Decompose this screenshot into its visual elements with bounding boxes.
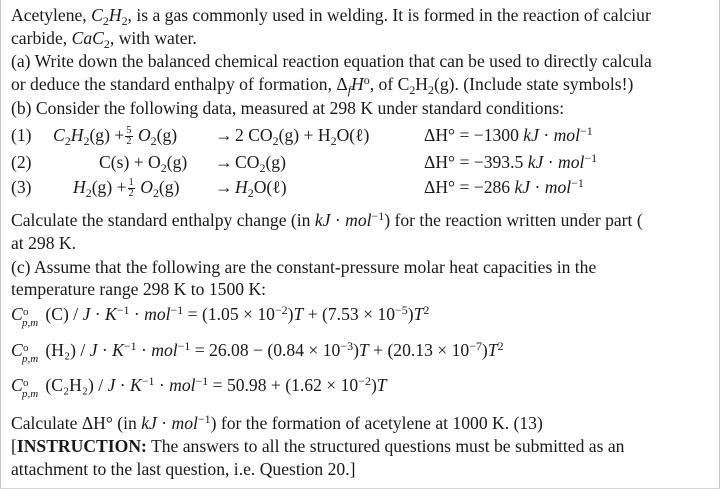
reaction-arrow: → bbox=[215, 125, 233, 145]
heat-capacity-carbon: C o p,m $(C) / J \cdot K^{-1} \cdot mol^{-1} = (1.05 \times 10^{-2})T + (7.53 \times 10^{-5})T^2$ bbox=[11, 303, 430, 329]
reaction-number: (3) bbox=[11, 177, 32, 197]
reaction-lhs: $C(s) + O_2(g)$ bbox=[99, 152, 188, 175]
enthalpy-value: ΔH° = −286 kJ · mol$^{-1}$ bbox=[424, 176, 584, 197]
reaction-3 bbox=[11, 176, 711, 200]
heat-capacity-hydrogen: C o p,m $(H_2) / J \cdot K^{-1} \cdot mol^{-1} = 26.08 - (0.84 \times 10^{-3})T + (20.13 \times 10^{-7})T^2$ bbox=[11, 339, 504, 365]
part-c-line-1: (c) Assume that the following are the constant-pressure molar heat capacities in the bbox=[11, 257, 597, 277]
enthalpy-value: ΔH° = −1300 kJ · mol$^{-1}$ bbox=[424, 124, 593, 145]
reaction-rhs: $CO_2(g)$ bbox=[235, 152, 286, 175]
fraction: $\frac{5}{2}$ bbox=[126, 124, 132, 148]
reaction-lhs: $H_2(g)$ + $\frac{1}{2}$ $O_2(g)$ bbox=[73, 176, 180, 200]
reaction-1 bbox=[11, 124, 711, 148]
part-b-question-line-2: at 298 K. bbox=[11, 233, 76, 253]
heat-capacity-symbol: C o p,m bbox=[11, 340, 39, 365]
part-a-line-2: or deduce the standard enthalpy of formation, $\Delta_fH^o$, of $C_2H_2(g)$. (Include state symbols!) bbox=[11, 73, 634, 97]
intro-line-1: Acetylene, $C_2H_2$, is a gas commonly used in welding. It is formed in the reaction of calciur bbox=[11, 5, 651, 28]
instruction-line-1: [INSTRUCTION: The answers to all the structured questions must be submitted as an bbox=[11, 436, 625, 456]
part-b-line: (b) Consider the following data, measured at 298 K under standard conditions: bbox=[11, 98, 565, 118]
reaction-arrow: → bbox=[215, 177, 233, 197]
reaction-number: (2) bbox=[11, 152, 32, 172]
heat-capacity-symbol: C o p,m bbox=[11, 375, 39, 400]
fraction: $\frac{1}{2}$ bbox=[128, 176, 134, 200]
reaction-rhs: $H_2O(\ell)$ bbox=[235, 177, 287, 200]
enthalpy-value: ΔH° = −393.5 kJ · mol$^{-1}$ bbox=[424, 151, 598, 172]
reaction-arrow: → bbox=[215, 152, 233, 172]
reaction-lhs: $C_2H_2(g)$ + $\frac{5}{2}$ $O_2(g)$ bbox=[53, 124, 178, 148]
reaction-rhs: 2 $CO_2(g)$ + $H_2O(\ell)$ bbox=[235, 125, 370, 148]
reaction-number: (1) bbox=[11, 125, 32, 145]
instruction-label: INSTRUCTION: bbox=[16, 436, 147, 456]
part-c-line-2: temperature range 298 K to 1500 K: bbox=[11, 279, 267, 299]
part-c-question: Calculate ΔH° (in kJ · mol$^{-1}$) for the formation of acetylene at 1000 K. (13) bbox=[11, 412, 543, 433]
reaction-2 bbox=[11, 151, 711, 175]
part-b-question-line-1: Calculate the standard enthalpy change (in kJ · mol$^{-1}$) for the reaction written under part ( bbox=[11, 209, 643, 230]
intro-line-2: carbide, CaC$_2$, with water. bbox=[11, 28, 197, 51]
part-a-line-1: (a) Write down the balanced chemical reaction equation that can be used to directly calcula bbox=[11, 51, 652, 71]
instruction-line-2: attachment to the last question, i.e. Question 20.] bbox=[11, 459, 356, 479]
heat-capacity-symbol: C o p,m bbox=[11, 304, 39, 329]
heat-capacity-acetylene: C o p,m $(C_2H_2) / J \cdot K^{-1} \cdot mol^{-1} = 50.98 + (1.62 \times 10^{-2})T$ bbox=[11, 374, 387, 400]
